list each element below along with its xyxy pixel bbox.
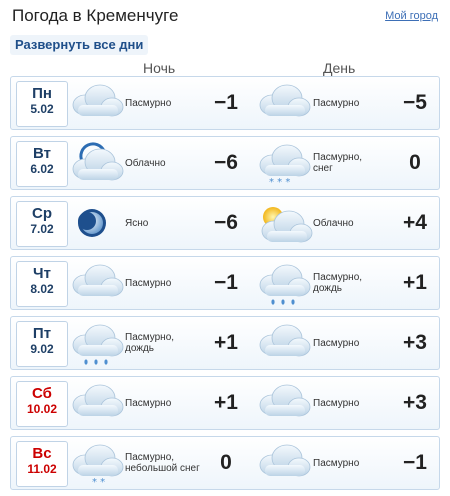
overcast-icon	[255, 381, 313, 425]
sun-cloudy-icon	[255, 201, 313, 245]
day-condition: Пасмурно	[313, 98, 360, 109]
overcast-icon	[255, 81, 313, 125]
night-condition: Пасмурно	[125, 398, 172, 409]
night-condition: Пасмурно, небольшой снег	[125, 452, 200, 474]
day-label-box	[16, 381, 68, 427]
day-date: 11.02	[27, 462, 57, 476]
day-condition: Пасмурно	[313, 338, 360, 349]
day-temperature: −1	[403, 451, 427, 474]
svg-text:* *: * *	[92, 477, 106, 487]
day-temperature: +4	[403, 211, 427, 234]
day-row[interactable]	[10, 256, 440, 310]
overcast-icon	[68, 261, 126, 305]
svg-text:* * *: * * *	[269, 177, 291, 187]
night-condition: Пасмурно	[125, 278, 172, 289]
overcast-icon	[68, 81, 126, 125]
day-label-box	[16, 141, 68, 187]
night-condition: Пасмурно	[125, 98, 172, 109]
day-column-header: День	[323, 60, 356, 76]
night-temperature: −6	[214, 211, 238, 234]
day-condition: Пасмурно, дождь	[313, 272, 363, 294]
day-label-box	[16, 261, 68, 307]
day-label-box	[16, 441, 68, 487]
overcast-icon	[255, 441, 313, 485]
day-date: 8.02	[30, 282, 54, 296]
forecast-list	[10, 76, 440, 496]
moon-icon	[68, 201, 126, 245]
day-name: Ср	[32, 205, 52, 222]
day-name: Чт	[33, 265, 51, 282]
night-temperature: −1	[214, 271, 238, 294]
day-date: 9.02	[30, 342, 54, 356]
day-row[interactable]	[10, 436, 440, 490]
day-row[interactable]	[10, 136, 440, 190]
day-label-box	[16, 81, 68, 127]
day-row[interactable]	[10, 76, 440, 130]
night-temperature: +1	[214, 391, 238, 414]
overcast-snow-icon	[255, 141, 313, 185]
night-condition: Пасмурно, дождь	[125, 332, 175, 354]
day-date: 6.02	[30, 162, 54, 176]
day-name: Пн	[32, 85, 52, 102]
day-row[interactable]	[10, 376, 440, 430]
day-condition: Облачно	[313, 218, 354, 229]
page-title: Погода в Кременчуге	[12, 6, 179, 25]
day-label-box	[16, 201, 68, 247]
moon-cloudy-icon	[68, 141, 126, 185]
my-city-link[interactable]: Мой город	[385, 10, 438, 22]
day-temperature: +1	[403, 271, 427, 294]
night-column-header: Ночь	[143, 60, 176, 76]
day-temperature: +3	[403, 391, 427, 414]
day-condition: Пасмурно	[313, 458, 360, 469]
night-condition: Ясно	[125, 218, 149, 229]
overcast-rain-icon	[68, 321, 126, 365]
day-date: 5.02	[30, 102, 54, 116]
day-row[interactable]	[10, 196, 440, 250]
overcast-icon	[68, 381, 126, 425]
day-date: 10.02	[26, 402, 58, 416]
overcast-rain-icon	[255, 261, 313, 305]
day-condition: Пасмурно, снег	[313, 152, 363, 174]
overcast-light-snow-icon	[68, 441, 126, 485]
night-condition: Облачно	[125, 158, 166, 169]
night-temperature: −1	[214, 91, 238, 114]
day-temperature: −5	[403, 91, 427, 114]
overcast-icon	[255, 321, 313, 365]
day-row[interactable]	[10, 316, 440, 370]
day-name: Пт	[32, 325, 52, 342]
expand-all-button[interactable]: Развернуть все дни	[10, 35, 148, 55]
night-temperature: +1	[214, 331, 238, 354]
day-temperature: +3	[403, 331, 427, 354]
day-condition: Пасмурно	[313, 398, 360, 409]
day-label-box	[16, 321, 68, 367]
day-name: Вс	[32, 445, 52, 462]
day-name: Сб	[32, 385, 52, 402]
night-temperature: −6	[214, 151, 238, 174]
day-temperature: 0	[409, 151, 421, 174]
day-date: 7.02	[30, 222, 54, 236]
day-name: Вт	[33, 145, 51, 162]
night-temperature: 0	[220, 451, 232, 474]
